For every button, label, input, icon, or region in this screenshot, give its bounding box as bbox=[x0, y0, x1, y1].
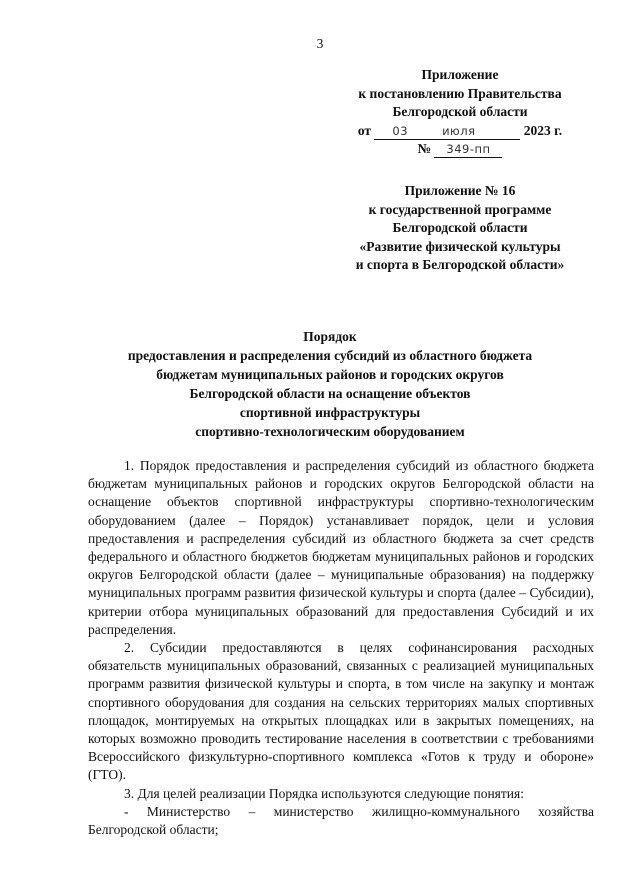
date-year: 2023 г. bbox=[523, 122, 563, 138]
paragraph-3: 3. Для целей реализации Порядка используются следующие понятия: bbox=[124, 785, 524, 801]
paragraph-1: 1. Порядок предоставления и распределения субсидий из областного бюджета бюджетам муниципальных районов и городских округов Белгородской области на оснащение объектов спортивной инфраструктуры спортивно-технологическим оборудованием (далее – Порядок) устанавливает порядок, цели и условия предоставления и распределения субсидий из областного бюджета за счет средств федерального и областного бюджетов бюджетам муниципальных районов и городских округов Белгородской области (далее – муниципальные образования) на поддержку муниципальных программ развития физической культуры и спорта (далее – Субсидии), критерии отбора муниципальных образований для предоставления Субсидий и их распределения. bbox=[88, 458, 594, 637]
title-line-3: бюджетам муниципальных районов и городских округов bbox=[156, 367, 504, 382]
date-field bbox=[374, 123, 520, 140]
title-line-2: предоставления и распределения субсидий из областного бюджета bbox=[127, 348, 533, 363]
program-region: Белгородской области bbox=[392, 220, 528, 235]
program-name-line2: и спорта в Белгородской области» bbox=[355, 257, 565, 272]
resolution-number bbox=[340, 140, 580, 159]
number-value: 349-пп bbox=[434, 142, 502, 158]
number-sign: № bbox=[417, 141, 432, 156]
paragraph-2: 2. Субсидии предоставляются в целях софинансирования расходных обязательств муниципальных образований, связанных с реализацией муниципальных программ развития физической культуры и спорта, в том числе на закупку и монтаж спортивного оборудования для создания на сельских территориях малых спортивных площадок, монтируемых на открытых площадках или в закрытых помещениях, на которых возможно проводить тестирование населения в соответствии с требованиями Всероссийского физкультурно-спортивного комплекса «Готов к труду и обороне» (ГТО). bbox=[88, 640, 594, 783]
document-body bbox=[88, 457, 594, 839]
appendix-region: Белгородской области bbox=[392, 104, 528, 119]
document-title bbox=[60, 327, 600, 441]
date-day: 03 bbox=[392, 123, 409, 138]
title-line-5: спортивной инфраструктуры bbox=[239, 405, 421, 420]
program-reference: к государственной программе bbox=[368, 201, 552, 217]
title-line-6: спортивно-технологическим оборудованием bbox=[195, 424, 465, 439]
program-name-line1: «Развитие физической культуры bbox=[359, 238, 561, 254]
date-month: июля bbox=[442, 123, 476, 138]
appendix-title: Приложение bbox=[421, 67, 499, 82]
page-number: 3 bbox=[316, 36, 324, 51]
date-prefix: от bbox=[357, 122, 372, 138]
title-line-1: Порядок bbox=[303, 329, 357, 344]
resolution-date bbox=[340, 122, 580, 141]
program-appendix-title: Приложение № 16 bbox=[404, 183, 516, 198]
title-line-4: Белгородской области на оснащение объектов bbox=[189, 386, 471, 401]
paragraph-definition-ministry: - Министерство – министерство жилищно-коммунального хозяйства Белгородской области; bbox=[88, 803, 594, 838]
appendix-state-program bbox=[330, 182, 590, 275]
appendix-reference: к постановлению Правительства bbox=[358, 85, 562, 101]
appendix-government-resolution bbox=[340, 66, 580, 159]
